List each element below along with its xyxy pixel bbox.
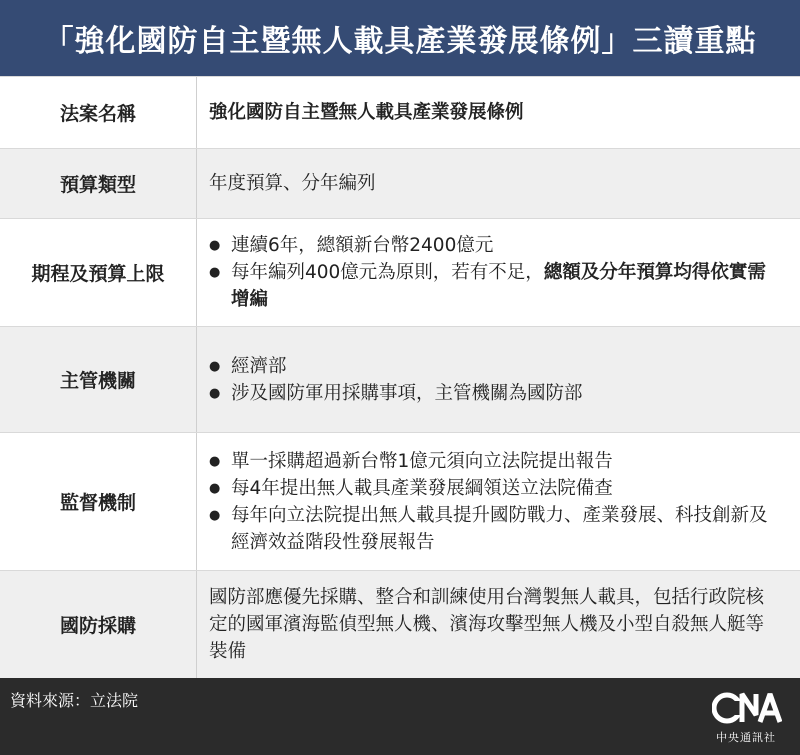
bullet-list [207,353,780,407]
row-content [197,219,800,326]
table-row-budget-type [0,148,800,218]
list-item-emphasis: 總額及分年預算均得依實需增編 [231,262,766,310]
row-content [197,327,800,432]
info-table [0,76,800,678]
budget-type-value: 年度預算、分年編列 [209,173,376,194]
row-content [197,149,800,218]
row-content [197,571,800,678]
cna-logo-icon [712,691,782,725]
header-banner [0,0,800,76]
list-item: ● 連續6年，總額新台幣2400億元 [207,232,780,259]
row-label: 監督機制 [0,433,197,570]
bullet-list [207,448,780,556]
row-label: 法案名稱 [0,77,197,148]
row-label: 期程及預算上限 [0,219,197,326]
table-row-authority [0,326,800,432]
bill-name-value: 強化國防自主暨無人載具產業發展條例 [209,102,524,123]
row-label: 預算類型 [0,149,197,218]
source-note: 資料來源：立法院 [10,691,139,710]
row-content [197,77,800,148]
table-row-bill-name [0,76,800,148]
table-row-schedule-budget [0,218,800,326]
row-content [197,433,800,570]
list-item-text: 每年編列400億元為原則，若有不足， [231,262,544,283]
list-item: ● 涉及國防軍用採購事項，主管機關為國防部 [207,380,780,407]
page-title: 「強化國防自主暨無人載具產業發展條例」三讀重點 [43,24,757,59]
bullet-list [207,232,780,313]
row-label: 國防採購 [0,571,197,678]
list-item: ● 每4年提出無人載具產業發展綱領送立法院備查 [207,475,780,502]
procurement-value: 國防部應優先採購、整合和訓練使用台灣製無人載具，包括行政院核定的國軍濱海監偵型無人機、濱海攻擊型無人機及小型自殺無人艇等裝備 [209,587,765,662]
footer [0,678,800,755]
row-label: 主管機關 [0,327,197,432]
list-item [207,259,780,313]
list-item: ● 每年向立法院提出無人載具提升國防戰力、產業發展、科技創新及經濟效益階段性發展報告 [207,502,780,556]
cna-logo [706,691,786,749]
list-item: ● 經濟部 [207,353,780,380]
cna-logo-text: 中央通訊社 [716,731,776,744]
table-row-defense-procurement [0,570,800,678]
table-row-supervision [0,432,800,570]
list-item: ● 單一採購超過新台幣1億元須向立法院提出報告 [207,448,780,475]
